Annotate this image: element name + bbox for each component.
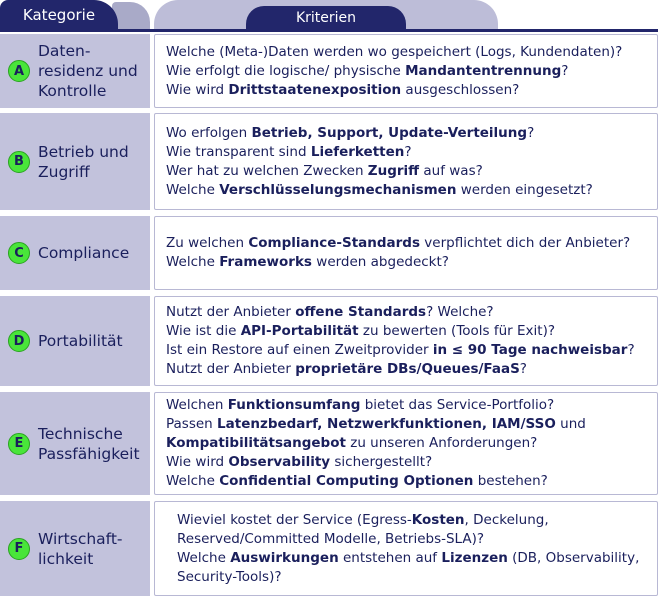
criteria-keyword: API-Portabilität [240, 323, 359, 339]
criteria-cell [154, 216, 658, 290]
criteria-keyword: Verschlüsselungsmechanismen [219, 181, 457, 198]
category-cell [0, 501, 150, 596]
criteria-text: Wie ist die [166, 323, 241, 339]
badge-f: F [8, 538, 30, 560]
criteria-text: Zu welchen [166, 235, 249, 251]
criteria-text: werden abgedeckt? [311, 254, 449, 270]
criteria-line [166, 62, 657, 81]
criteria-keyword: Compliance-Standards [248, 235, 421, 251]
category-label: Daten- residenz und Kontrolle [38, 42, 138, 100]
criteria-text: , Deckelung, [464, 511, 549, 528]
criteria-line [166, 181, 657, 200]
criteria-text: Welche (Meta-)Daten werden wo gespeichert (Logs, Kundendaten)? [166, 43, 623, 60]
criteria-keyword: Confidential Computing Optionen [219, 473, 474, 489]
tab-kriterien [154, 0, 498, 30]
criteria-keyword: Drittstaatenexposition [228, 81, 402, 98]
criteria-keyword: Mandantentrennung [405, 62, 562, 79]
criteria-line [166, 453, 657, 472]
criteria-line [166, 341, 657, 360]
criteria-cell [154, 501, 658, 596]
criteria-keyword: Observability [228, 454, 331, 470]
criteria-text: ? [627, 342, 635, 358]
criteria-line [177, 549, 657, 568]
category-cell [0, 296, 150, 386]
category-cell [0, 34, 150, 108]
criteria-text: bietet das Service-Portfolio? [360, 397, 555, 413]
badge-c: C [8, 242, 30, 264]
tab-kriterien-label: Kriterien [246, 6, 406, 30]
criteria-line [166, 234, 657, 253]
criteria-text: Welchen [166, 397, 228, 413]
criteria-text: bestehen? [473, 473, 548, 489]
row-a [0, 34, 658, 108]
category-cell [0, 113, 150, 210]
criteria-keyword: Lieferketten [310, 143, 405, 160]
criteria-line [177, 511, 657, 530]
criteria-line [166, 434, 657, 453]
criteria-text: ? Welche? [426, 304, 494, 320]
criteria-line [166, 396, 657, 415]
criteria-line [166, 124, 657, 143]
criteria-text: zu bewerten (Tools für Exit)? [358, 323, 556, 339]
criteria-line [166, 322, 657, 341]
criteria-text: Ist ein Restore auf einen Zweitprovider [166, 342, 433, 358]
criteria-keyword: Funktionsumfang [227, 397, 361, 413]
criteria-text: ? [404, 143, 412, 160]
criteria-text: zu unseren Anforderungen? [345, 435, 538, 451]
criteria-line [166, 303, 657, 322]
criteria-line [166, 415, 657, 434]
criteria-text: und [555, 416, 586, 432]
criteria-line [166, 81, 657, 100]
criteria-keyword: Kosten [411, 511, 465, 528]
badge-d: D [8, 330, 30, 352]
criteria-text: Wie wird [166, 454, 229, 470]
criteria-text: ? [527, 124, 535, 141]
criteria-keyword: offene Standards [295, 304, 427, 320]
criteria-cell [154, 34, 658, 108]
criteria-text: Nutzt der Anbieter [166, 361, 296, 377]
row-c [0, 216, 658, 290]
criteria-line [166, 253, 657, 272]
criteria-line [166, 43, 657, 62]
tab-kategorie [0, 0, 118, 30]
category-label: Betrieb und Zugriff [38, 142, 129, 181]
criteria-keyword: Zugriff [367, 162, 420, 179]
criteria-text: Wer hat zu welchen Zwecken [166, 162, 368, 179]
criteria-line [166, 143, 657, 162]
criteria-text: Security-Tools)? [177, 568, 282, 585]
criteria-text: Reserved/Committed Modelle, Betriebs-SLA)? [177, 530, 485, 547]
category-cell [0, 216, 150, 290]
criteria-line [177, 530, 657, 549]
row-e [0, 392, 658, 495]
row-f [0, 501, 658, 596]
criteria-cell [154, 113, 658, 210]
badge-e: E [8, 433, 30, 455]
criteria-text: Welche [166, 181, 220, 198]
badge-b: B [8, 151, 30, 173]
category-label: Wirtschaft- lichkeit [38, 529, 123, 568]
criteria-text: Wo erfolgen [166, 124, 252, 141]
criteria-text: entstehen auf [338, 549, 442, 566]
category-cell [0, 392, 150, 495]
criteria-line [166, 162, 657, 181]
criteria-text: ausgeschlossen? [401, 81, 520, 98]
criteria-text: Wie wird [166, 81, 229, 98]
criteria-keyword: Latenzbedarf, Netzwerkfunktionen, IAM/SSO [217, 416, 556, 432]
criteria-text: Wie erfolgt die logische/ physische [166, 62, 406, 79]
criteria-cell [154, 296, 658, 386]
category-label: Technische Passfähigkeit [38, 424, 140, 463]
criteria-text: Welche [177, 549, 231, 566]
criteria-cell [154, 392, 658, 495]
criteria-text: Wieviel kostet der Service (Egress- [177, 511, 412, 528]
criteria-keyword: Auswirkungen [230, 549, 339, 566]
criteria-text: werden eingesetzt? [456, 181, 593, 198]
criteria-text: Passen [166, 416, 218, 432]
criteria-keyword: Betrieb, Support, Update-Verteilung [251, 124, 528, 141]
badge-a: A [8, 60, 30, 82]
header-divider [0, 29, 658, 32]
criteria-text: verpflichtet dich der Anbieter? [420, 235, 631, 251]
criteria-text: ? [561, 62, 569, 79]
criteria-keyword: in ≤ 90 Tage nachweisbar [432, 342, 628, 358]
criteria-text: ? [519, 361, 527, 377]
criteria-line [177, 568, 657, 587]
criteria-text: Nutzt der Anbieter [166, 304, 296, 320]
criteria-keyword: Frameworks [219, 254, 312, 270]
criteria-keyword: proprietäre DBs/Queues/FaaS [295, 361, 520, 377]
row-d [0, 296, 658, 386]
criteria-text: Welche [166, 254, 220, 270]
criteria-keyword: Kompatibilitätsangebot [166, 435, 346, 451]
category-label: Portabilität [38, 332, 123, 350]
criteria-text: sichergestellt? [330, 454, 433, 470]
criteria-line [166, 472, 657, 491]
criteria-text: auf was? [419, 162, 483, 179]
category-label: Compliance [38, 244, 130, 262]
criteria-text: Welche [166, 473, 220, 489]
criteria-text: (DB, Observability, [507, 549, 640, 566]
criteria-text: Wie transparent sind [166, 143, 311, 160]
criteria-line [166, 360, 657, 379]
tab-kategorie-label: Kategorie [22, 6, 96, 24]
criteria-keyword: Lizenzen [441, 549, 508, 566]
row-b [0, 113, 658, 210]
